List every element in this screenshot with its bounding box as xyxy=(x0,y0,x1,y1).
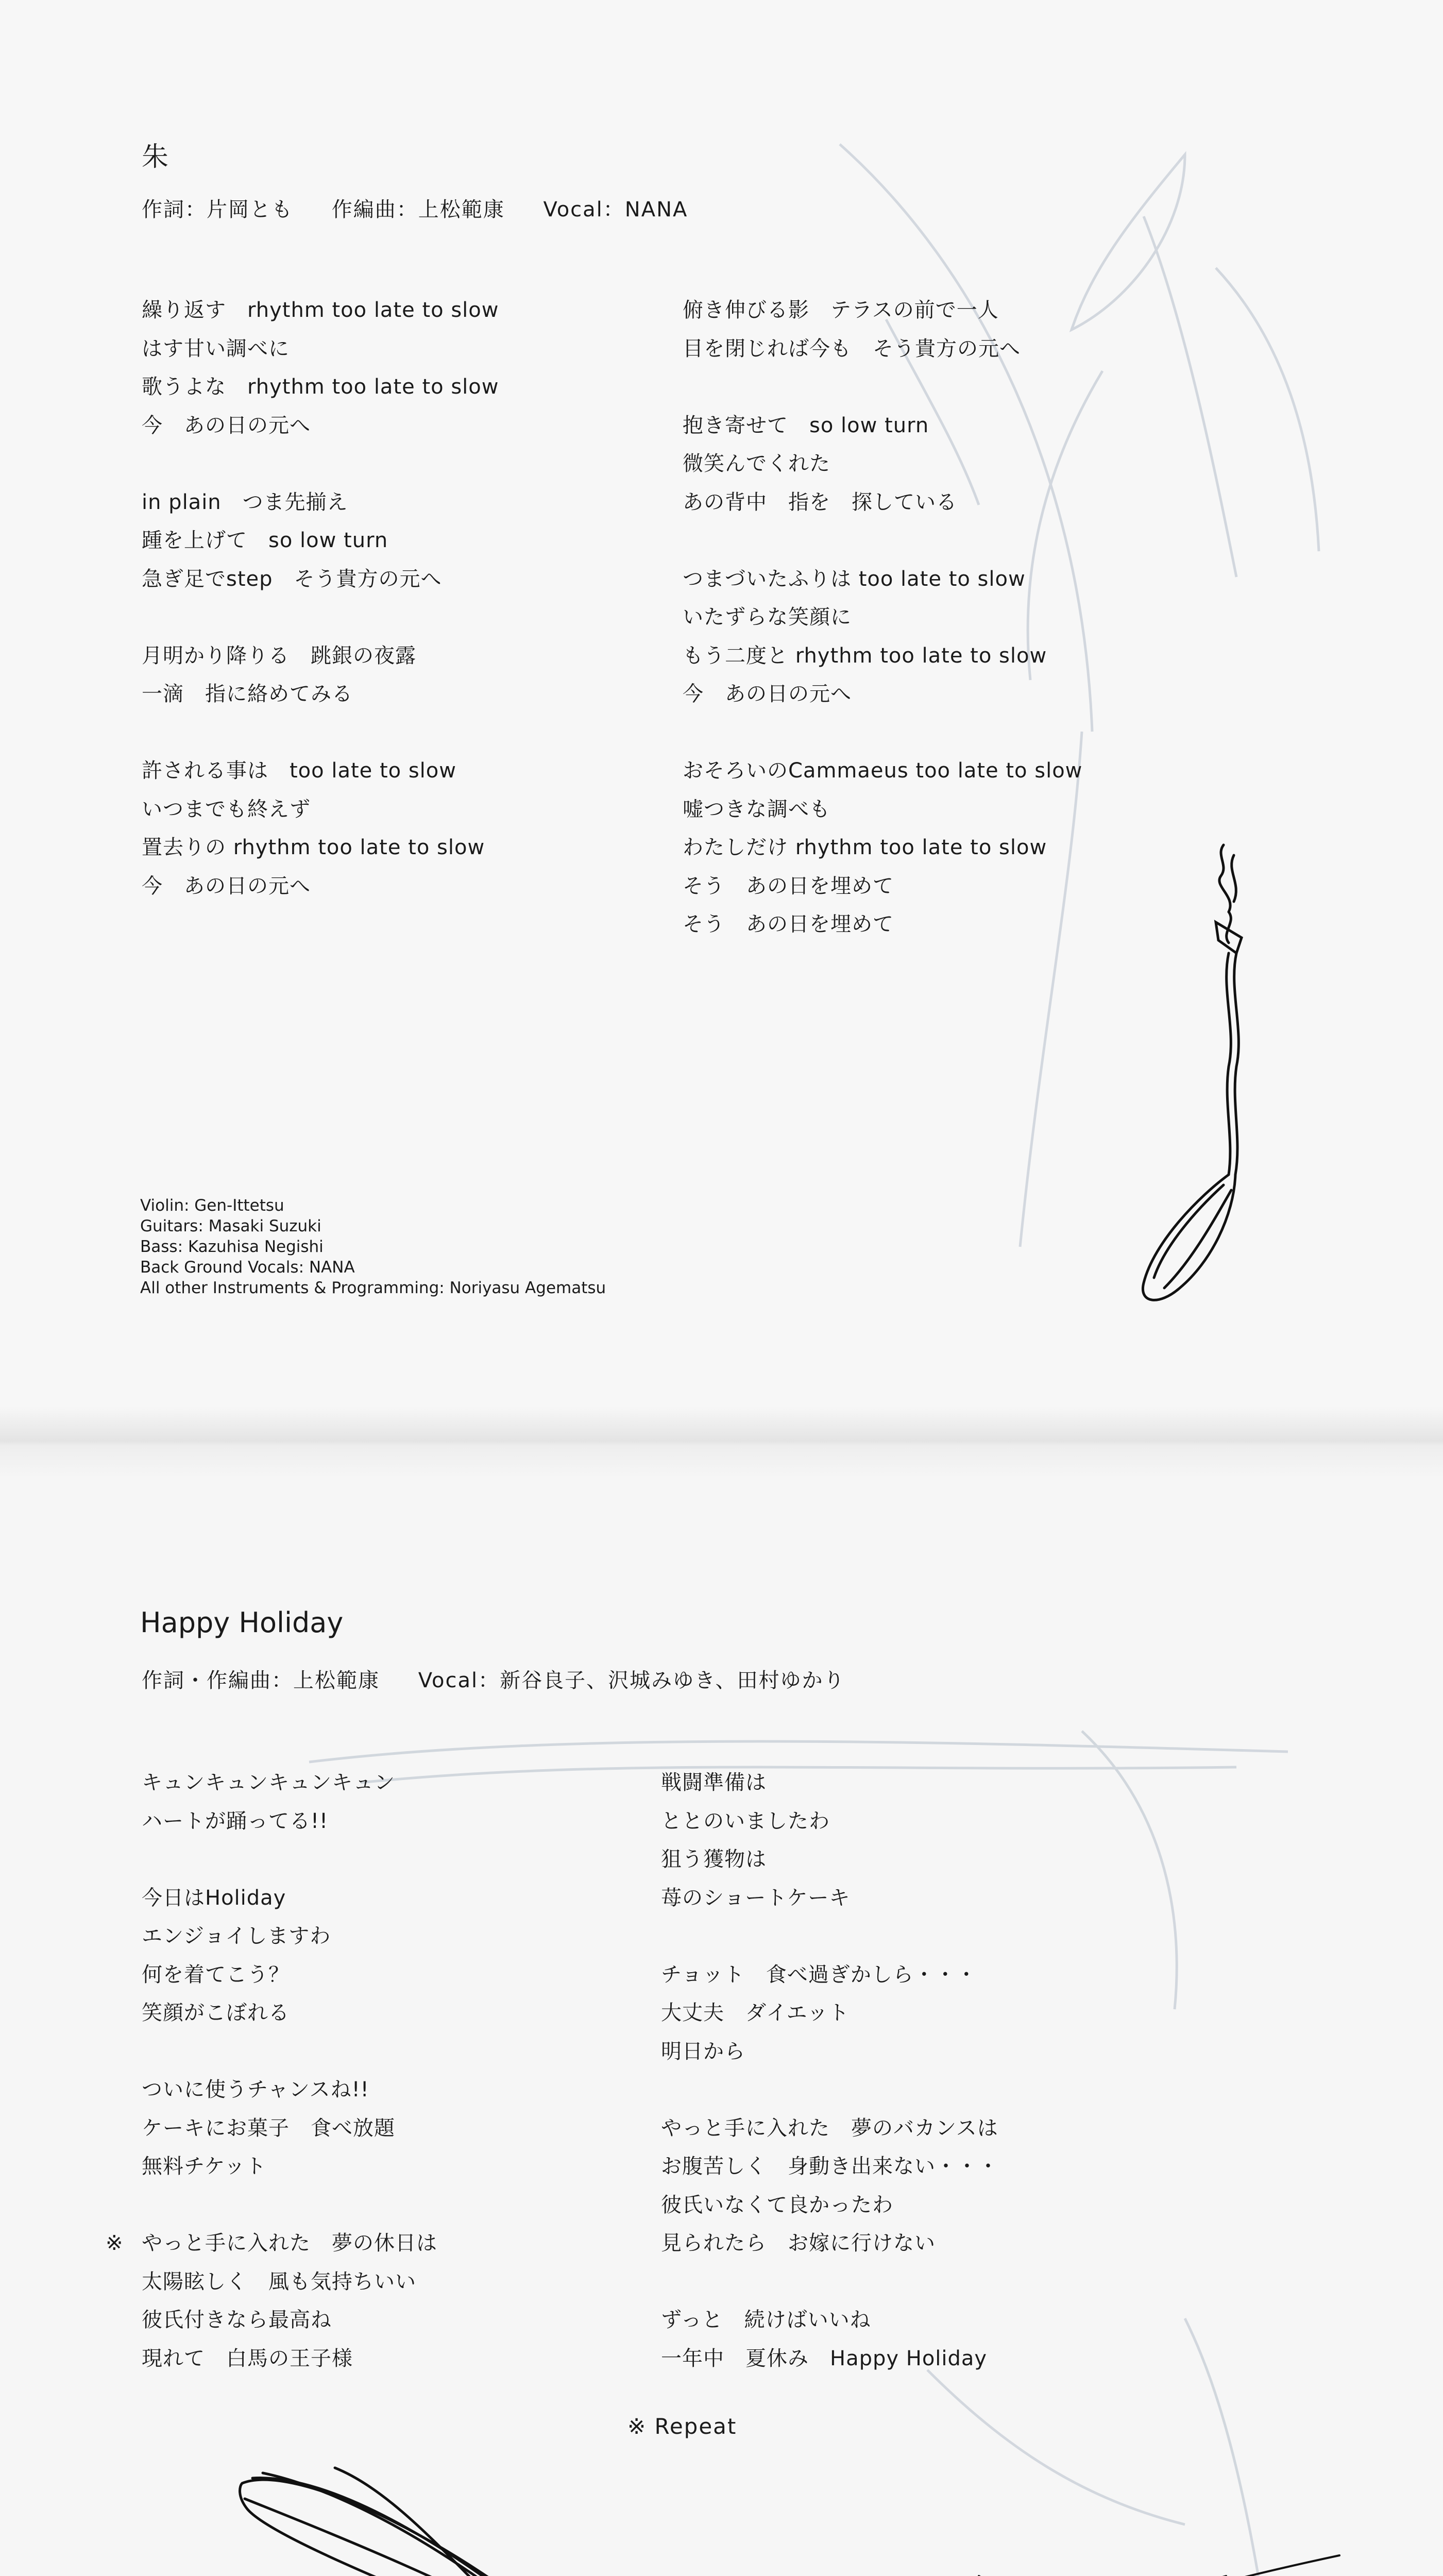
stanza-gap xyxy=(142,2186,437,2225)
lyric-line: 彼氏いなくて良かったわ xyxy=(661,2193,893,2217)
lyric-line: in plain つま先揃え xyxy=(142,490,348,514)
stanza-gap xyxy=(661,2263,999,2301)
spoon-sketch-illustration xyxy=(1118,835,1283,1329)
lyric-line: そう あの日を埋めて xyxy=(683,912,894,936)
lyric-line: ずっと 続けばいいね xyxy=(661,2308,871,2332)
song1-staff-credits xyxy=(140,1195,606,1298)
lyric-line: ケーキにお菓子 食べ放題 xyxy=(142,2116,395,2140)
lyric-line: 月明かり降りる 跳銀の夜露 xyxy=(142,643,416,668)
lyric-line: 微笑んでくれた xyxy=(683,452,830,476)
song2-lyrics-right xyxy=(661,1764,999,2378)
lyric-line: 踵を上げて so low turn xyxy=(142,529,388,552)
stanza-gap xyxy=(683,521,1082,560)
staff-line: All other Instruments & Programming: Noriyasu Agematsu xyxy=(140,1279,606,1297)
lyric-line: 太陽眩しく 風も気持ちいい xyxy=(142,2269,416,2294)
stanza-gap xyxy=(661,2071,999,2109)
lyric-line: 今日はHoliday xyxy=(142,1886,286,1910)
lyric-line: 一年中 夏休み Happy Holiday xyxy=(661,2346,988,2370)
lyric-line: ハートが踊ってる!! xyxy=(142,1809,329,1833)
lyric-line: そう あの日を埋めて xyxy=(683,874,894,898)
lyric-line: 置去りの rhythm too late to slow xyxy=(142,836,485,859)
page-fold xyxy=(0,1406,1443,1479)
lyric-line: 見られたら お嫁に行けない xyxy=(661,2231,936,2255)
lyric-line xyxy=(106,2224,437,2263)
lyric-line: 目を閉じれば今も そう貴方の元へ xyxy=(683,336,1021,361)
lyric-line: わたしだけ rhythm too late to slow xyxy=(683,836,1047,859)
lyric-line: 許される事は too late to slow xyxy=(142,759,456,783)
lyric-line: はす甘い調べに xyxy=(142,336,290,361)
lyric-line: 苺のショートケーキ xyxy=(661,1886,851,1910)
lyric-line: つまづいたふりは too late to slow xyxy=(683,567,1026,591)
stanza-gap xyxy=(142,1840,437,1879)
song1-title: 朱 xyxy=(142,142,169,173)
song1-credits xyxy=(142,193,719,223)
chorus-mark: ※ xyxy=(106,2231,124,2255)
lyric-line: 笑顔がこぼれる xyxy=(142,2001,290,2025)
lyric-line: いつまでも終えず xyxy=(142,797,311,821)
lyric-line: 明日から xyxy=(661,2039,745,2063)
stanza-gap xyxy=(142,2032,437,2071)
grass-sketch-illustration xyxy=(762,2545,1370,2576)
lyric-line: 今 あの日の元へ xyxy=(683,682,852,706)
lyric-line: おそろいのCammaeus too late to slow xyxy=(683,759,1083,783)
lyric-line: 今 あの日の元へ xyxy=(142,874,311,898)
song1-composer: 作編曲：上松範康 xyxy=(331,198,505,222)
staff-line: Bass: Kazuhisa Negishi xyxy=(140,1238,324,1256)
lyric-text: やっと手に入れた 夢の休日は xyxy=(142,2231,437,2255)
lyric-line: もう二度と rhythm too late to slow xyxy=(683,643,1047,668)
lyric-line: 無料チケット xyxy=(142,2155,267,2178)
lyric-line: ついに使うチャンスね!! xyxy=(142,2078,369,2102)
stanza-gap xyxy=(661,1917,999,1956)
lyric-line: キュンキュンキュンキュン xyxy=(142,1771,395,1794)
lyric-line: 抱き寄せて so low turn xyxy=(683,413,929,437)
lyric-line: エンジョイしますわ xyxy=(142,1924,331,1948)
lyric-line: 急ぎ足でstep そう貴方の元へ xyxy=(142,567,442,591)
staff-line: Back Ground Vocals: NANA xyxy=(140,1258,355,1277)
stanza-gap xyxy=(142,598,499,637)
lyric-line: お腹苦しく 身動き出来ない・・・ xyxy=(661,2155,999,2178)
song1-lyricist: 作詞：片岡とも xyxy=(142,198,293,222)
lyric-line: あの背中 指を 探している xyxy=(683,490,957,514)
song2-vocal: Vocal：新谷良子、沢城みゆき、田村ゆかり xyxy=(418,1669,845,1692)
lyric-line: やっと手に入れた 夢のバカンスは xyxy=(661,2116,998,2140)
song2-title: Happy Holiday xyxy=(140,1606,344,1639)
leaf-sketch-illustration xyxy=(232,2452,747,2576)
staff-line: Guitars: Masaki Suzuki xyxy=(140,1217,321,1235)
song1-lyrics-right xyxy=(683,291,1082,944)
lyric-line: いたずらな笑顔に xyxy=(683,605,852,629)
lyric-line: 狙う獲物は xyxy=(661,1848,767,1871)
lyric-line: ととのいましたわ xyxy=(661,1809,830,1833)
lyric-line: 大丈夫 ダイエット xyxy=(661,2001,850,2025)
lyric-line: 現れて 白馬の王子様 xyxy=(142,2346,353,2370)
lyric-line: 歌うよな rhythm too late to slow xyxy=(142,375,499,399)
song2-lyrics-left xyxy=(106,1764,437,2378)
stanza-gap xyxy=(683,714,1082,752)
staff-line: Violin: Gen-Ittetsu xyxy=(140,1196,284,1215)
song2-lyricist-composer: 作詞・作編曲：上松範康 xyxy=(142,1669,380,1692)
song1-lyrics-left xyxy=(142,291,499,905)
lyric-line: 何を着てこう？ xyxy=(142,1962,290,1987)
song2-credits xyxy=(142,1664,876,1693)
lyric-line: 今 あの日の元へ xyxy=(142,413,311,437)
bottom-page xyxy=(0,1443,1443,2576)
lyric-line: 戦闘準備は xyxy=(661,1771,767,1794)
repeat-instruction: ※ Repeat xyxy=(627,2414,737,2439)
stanza-gap xyxy=(683,368,1082,406)
lyric-line: 嘘つきな調べも xyxy=(683,797,830,821)
stanza-gap xyxy=(142,445,499,483)
lyric-line: 一滴 指に絡めてみる xyxy=(142,682,353,706)
lyric-line: 繰り返す rhythm too late to slow xyxy=(142,298,499,322)
song1-vocal: Vocal：NANA xyxy=(543,198,688,222)
lyric-line: 彼氏付きなら最高ね xyxy=(142,2308,332,2332)
lyric-line: チョット 食べ過ぎかしら・・・ xyxy=(661,1962,977,1987)
stanza-gap xyxy=(142,714,499,752)
lyric-line: 俯き伸びる影 テラスの前で一人 xyxy=(683,298,999,322)
